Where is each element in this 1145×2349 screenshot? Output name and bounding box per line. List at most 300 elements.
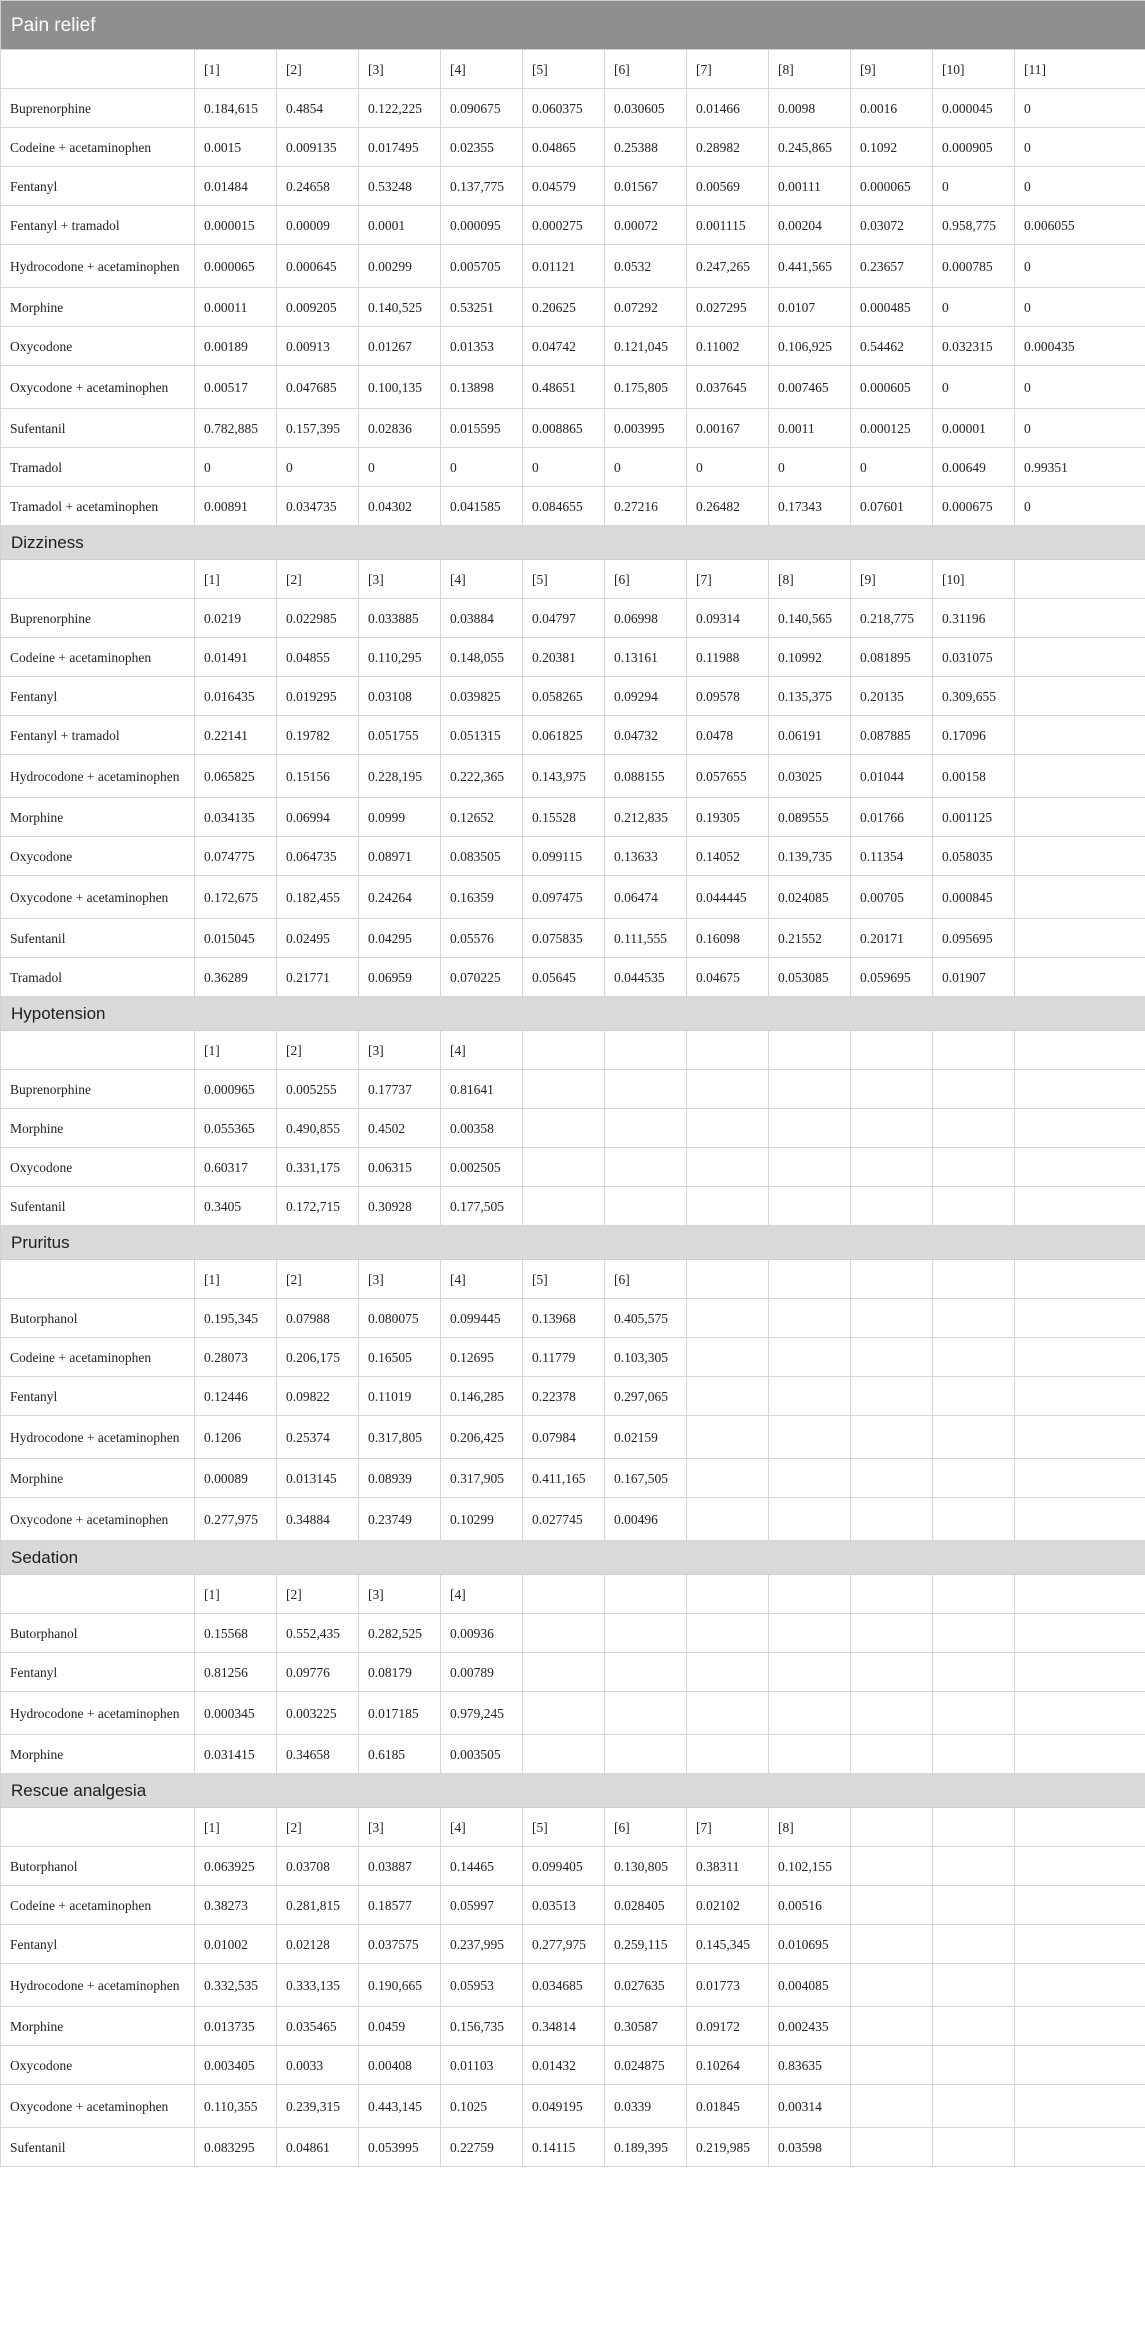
probability-cell: 0.003505 xyxy=(441,1735,523,1774)
probability-cell: 0 xyxy=(1015,409,1145,448)
probability-cell: 0.074775 xyxy=(195,837,277,876)
probability-cell: 0.04861 xyxy=(277,2128,359,2167)
probability-cell: 0.035465 xyxy=(277,2007,359,2046)
probability-cell: 0.1025 xyxy=(441,2085,523,2128)
probability-cell: 0.083295 xyxy=(195,2128,277,2167)
probability-cell: 0.281,815 xyxy=(277,1886,359,1925)
probability-cell: 0.01773 xyxy=(687,1964,769,2007)
probability-cell: 0.000645 xyxy=(277,245,359,288)
probability-cell: 0.15156 xyxy=(277,755,359,798)
probability-cell: 0 xyxy=(605,448,687,487)
probability-cell xyxy=(851,2007,933,2046)
rank-column-header xyxy=(523,1031,605,1070)
rank-column-header xyxy=(1015,1575,1145,1614)
probability-cell: 0.23749 xyxy=(359,1498,441,1541)
probability-cell: 0.007465 xyxy=(769,366,851,409)
treatment-name-cell: Morphine xyxy=(1,2007,195,2046)
probability-cell: 0.259,115 xyxy=(605,1925,687,1964)
probability-cell: 0.36289 xyxy=(195,958,277,997)
table-row xyxy=(1,638,1145,677)
probability-cell: 0.145,345 xyxy=(687,1925,769,1964)
rank-column-header: [3] xyxy=(359,50,441,89)
probability-cell: 0.009205 xyxy=(277,288,359,327)
section-title: Dizziness xyxy=(1,526,1145,560)
probability-cell: 0.277,975 xyxy=(523,1925,605,1964)
probability-cell xyxy=(851,1416,933,1459)
probability-cell: 0.53248 xyxy=(359,167,441,206)
section-header-row xyxy=(1,1,1145,50)
probability-cell: 0.000905 xyxy=(933,128,1015,167)
probability-cell: 0.03708 xyxy=(277,1847,359,1886)
probability-cell: 0.01002 xyxy=(195,1925,277,1964)
probability-cell: 0.16098 xyxy=(687,919,769,958)
probability-cell xyxy=(1015,1338,1145,1377)
treatment-name-cell: Fentanyl xyxy=(1,677,195,716)
probability-cell: 0.060375 xyxy=(523,89,605,128)
probability-cell: 0.17343 xyxy=(769,487,851,526)
probability-cell: 0.03513 xyxy=(523,1886,605,1925)
treatment-name-cell: Hydrocodone + acetaminophen xyxy=(1,1692,195,1735)
rank-column-header: [7] xyxy=(687,560,769,599)
rank-column-header: [11] xyxy=(1015,50,1145,89)
probability-cell xyxy=(851,1653,933,1692)
treatment-name-cell: Fentanyl xyxy=(1,1925,195,1964)
probability-cell xyxy=(851,1109,933,1148)
probability-cell: 0.034685 xyxy=(523,1964,605,2007)
probability-cell xyxy=(523,1653,605,1692)
probability-cell: 0 xyxy=(277,448,359,487)
probability-cell xyxy=(1015,2046,1145,2085)
section-title: Hypotension xyxy=(1,997,1145,1031)
probability-cell xyxy=(933,1148,1015,1187)
rank-header-row xyxy=(1,1031,1145,1070)
probability-cell xyxy=(523,1148,605,1187)
probability-cell: 0.206,175 xyxy=(277,1338,359,1377)
treatment-name-cell: Sufentanil xyxy=(1,1187,195,1226)
probability-cell: 0.14115 xyxy=(523,2128,605,2167)
treatment-name-cell: Oxycodone xyxy=(1,1148,195,1187)
probability-cell: 0.000065 xyxy=(195,245,277,288)
probability-cell: 0.25388 xyxy=(605,128,687,167)
treatment-name-cell: Oxycodone xyxy=(1,837,195,876)
probability-cell: 0.081895 xyxy=(851,638,933,677)
probability-cell: 0.22141 xyxy=(195,716,277,755)
probability-cell xyxy=(851,1692,933,1735)
probability-cell: 0.11002 xyxy=(687,327,769,366)
probability-cell: 0.00001 xyxy=(933,409,1015,448)
probability-cell: 0.03884 xyxy=(441,599,523,638)
rank-column-header xyxy=(1015,1808,1145,1847)
probability-cell xyxy=(769,1459,851,1498)
probability-cell: 0.09776 xyxy=(277,1653,359,1692)
probability-cell: 0.206,425 xyxy=(441,1416,523,1459)
probability-cell: 0.00009 xyxy=(277,206,359,245)
rank-column-header: [6] xyxy=(605,50,687,89)
probability-cell: 0.16359 xyxy=(441,876,523,919)
probability-cell xyxy=(851,1187,933,1226)
probability-cell: 0.04865 xyxy=(523,128,605,167)
treatment-name-cell: Buprenorphine xyxy=(1,89,195,128)
probability-cell: 0.0001 xyxy=(359,206,441,245)
probability-cell: 0.10264 xyxy=(687,2046,769,2085)
treatment-name-cell: Morphine xyxy=(1,1735,195,1774)
probability-cell: 0.009135 xyxy=(277,128,359,167)
probability-cell xyxy=(523,1187,605,1226)
probability-cell: 0.0016 xyxy=(851,89,933,128)
rank-column-header: [1] xyxy=(195,1808,277,1847)
probability-cell: 0.000125 xyxy=(851,409,933,448)
section-header-row xyxy=(1,997,1145,1031)
treatment-name-cell: Buprenorphine xyxy=(1,1070,195,1109)
probability-cell xyxy=(523,1735,605,1774)
probability-cell: 0.0015 xyxy=(195,128,277,167)
probability-cell: 0.04295 xyxy=(359,919,441,958)
probability-cell: 0.000485 xyxy=(851,288,933,327)
probability-cell: 0.064735 xyxy=(277,837,359,876)
treatment-name-cell: Codeine + acetaminophen xyxy=(1,638,195,677)
probability-cell: 0.017185 xyxy=(359,1692,441,1735)
probability-cell: 0.11779 xyxy=(523,1338,605,1377)
probability-cell xyxy=(933,1925,1015,1964)
probability-cell: 0.01845 xyxy=(687,2085,769,2128)
rank-column-header: [5] xyxy=(523,1260,605,1299)
probability-cell: 0.00072 xyxy=(605,206,687,245)
probability-cell xyxy=(523,1614,605,1653)
rank-column-header: [5] xyxy=(523,50,605,89)
table-row xyxy=(1,1459,1145,1498)
section-header-row xyxy=(1,1774,1145,1808)
probability-cell xyxy=(769,1653,851,1692)
probability-cell xyxy=(933,1187,1015,1226)
probability-cell: 0.23657 xyxy=(851,245,933,288)
probability-cell xyxy=(687,1338,769,1377)
table-row xyxy=(1,1187,1145,1226)
probability-cell xyxy=(1015,798,1145,837)
probability-cell: 0.100,135 xyxy=(359,366,441,409)
table-row xyxy=(1,1070,1145,1109)
table-row xyxy=(1,448,1145,487)
probability-cell xyxy=(605,1692,687,1735)
probability-cell: 0.189,395 xyxy=(605,2128,687,2167)
probability-cell: 0.0011 xyxy=(769,409,851,448)
probability-cell: 0.102,155 xyxy=(769,1847,851,1886)
probability-cell: 0.48651 xyxy=(523,366,605,409)
treatment-name-cell: Tramadol + acetaminophen xyxy=(1,487,195,526)
probability-cell: 0.07988 xyxy=(277,1299,359,1338)
probability-cell xyxy=(1015,876,1145,919)
probability-cell xyxy=(769,1735,851,1774)
table-row xyxy=(1,128,1145,167)
probability-cell: 0.04579 xyxy=(523,167,605,206)
probability-cell: 0 xyxy=(687,448,769,487)
probability-cell: 0.031415 xyxy=(195,1735,277,1774)
probability-cell: 0.003225 xyxy=(277,1692,359,1735)
probability-cell: 0.139,735 xyxy=(769,837,851,876)
probability-cell: 0.01267 xyxy=(359,327,441,366)
probability-cell: 0.172,715 xyxy=(277,1187,359,1226)
table-row xyxy=(1,2128,1145,2167)
probability-cell: 0.0033 xyxy=(277,2046,359,2085)
probability-cell: 0.00299 xyxy=(359,245,441,288)
probability-cell xyxy=(1015,958,1145,997)
probability-cell: 0.022985 xyxy=(277,599,359,638)
probability-cell: 0.09822 xyxy=(277,1377,359,1416)
probability-cell: 0.34658 xyxy=(277,1735,359,1774)
probability-cell: 0.01044 xyxy=(851,755,933,798)
probability-cell: 0.02128 xyxy=(277,1925,359,1964)
treatment-column-header xyxy=(1,50,195,89)
probability-cell xyxy=(1015,1653,1145,1692)
probability-cell: 0.015595 xyxy=(441,409,523,448)
probability-cell xyxy=(769,1692,851,1735)
rank-column-header: [10] xyxy=(933,50,1015,89)
probability-cell: 0.6185 xyxy=(359,1735,441,1774)
rank-column-header: [3] xyxy=(359,1575,441,1614)
rank-header-row xyxy=(1,560,1145,599)
probability-cell: 0.21552 xyxy=(769,919,851,958)
probability-cell: 0.190,665 xyxy=(359,1964,441,2007)
probability-cell xyxy=(1015,1070,1145,1109)
probability-cell: 0.002505 xyxy=(441,1148,523,1187)
probability-cell: 0.26482 xyxy=(687,487,769,526)
probability-cell: 0.04797 xyxy=(523,599,605,638)
probability-cell: 0 xyxy=(1015,89,1145,128)
probability-cell: 0.00408 xyxy=(359,2046,441,2085)
rank-column-header: [3] xyxy=(359,560,441,599)
probability-cell: 0.051755 xyxy=(359,716,441,755)
probability-cell: 0.03887 xyxy=(359,1847,441,1886)
probability-cell: 0.08971 xyxy=(359,837,441,876)
probability-cell xyxy=(605,1070,687,1109)
probability-cell: 0.06959 xyxy=(359,958,441,997)
probability-cell: 0.027295 xyxy=(687,288,769,327)
rank-column-header xyxy=(523,1575,605,1614)
probability-cell: 0.121,045 xyxy=(605,327,687,366)
rank-column-header: [1] xyxy=(195,560,277,599)
probability-cell: 0.34814 xyxy=(523,2007,605,2046)
rank-column-header: [2] xyxy=(277,1575,359,1614)
section-title: Pain relief xyxy=(1,1,1145,50)
probability-cell: 0.00496 xyxy=(605,1498,687,1541)
probability-cell: 0.033885 xyxy=(359,599,441,638)
rank-column-header xyxy=(1015,560,1145,599)
probability-cell: 0.38273 xyxy=(195,1886,277,1925)
probability-cell: 0.000015 xyxy=(195,206,277,245)
table-row xyxy=(1,1925,1145,1964)
probability-cell: 0.00089 xyxy=(195,1459,277,1498)
probability-cell: 0.000345 xyxy=(195,1692,277,1735)
probability-cell: 0.218,775 xyxy=(851,599,933,638)
treatment-name-cell: Oxycodone + acetaminophen xyxy=(1,876,195,919)
table-row xyxy=(1,327,1145,366)
probability-cell xyxy=(1015,1148,1145,1187)
probability-cell: 0.027745 xyxy=(523,1498,605,1541)
rank-column-header xyxy=(933,1575,1015,1614)
rank-column-header: [9] xyxy=(851,50,933,89)
rank-column-header: [3] xyxy=(359,1260,441,1299)
probability-cell: 0.00516 xyxy=(769,1886,851,1925)
probability-cell xyxy=(933,1299,1015,1338)
probability-cell: 0.089555 xyxy=(769,798,851,837)
probability-cell: 0.01907 xyxy=(933,958,1015,997)
probability-cell: 0.11354 xyxy=(851,837,933,876)
treatment-name-cell: Butorphanol xyxy=(1,1614,195,1653)
probability-cell xyxy=(851,1925,933,1964)
probability-cell: 0.443,145 xyxy=(359,2085,441,2128)
probability-cell: 0.60317 xyxy=(195,1148,277,1187)
probability-cell: 0.11988 xyxy=(687,638,769,677)
probability-cell xyxy=(769,1614,851,1653)
treatment-name-cell: Hydrocodone + acetaminophen xyxy=(1,755,195,798)
probability-cell: 0 xyxy=(1015,366,1145,409)
probability-cell: 0.00358 xyxy=(441,1109,523,1148)
probability-cell: 0.0107 xyxy=(769,288,851,327)
probability-cell: 0.034135 xyxy=(195,798,277,837)
probability-cell: 0.02355 xyxy=(441,128,523,167)
probability-cell: 0.182,455 xyxy=(277,876,359,919)
probability-cell: 0.04732 xyxy=(605,716,687,755)
probability-cell xyxy=(933,1109,1015,1148)
treatment-name-cell: Butorphanol xyxy=(1,1847,195,1886)
probability-cell: 0.027635 xyxy=(605,1964,687,2007)
probability-cell: 0.002435 xyxy=(769,2007,851,2046)
treatment-name-cell: Oxycodone xyxy=(1,327,195,366)
treatment-name-cell: Fentanyl + tramadol xyxy=(1,206,195,245)
probability-cell: 0.172,675 xyxy=(195,876,277,919)
probability-cell: 0.28982 xyxy=(687,128,769,167)
table-row xyxy=(1,1338,1145,1377)
treatment-name-cell: Hydrocodone + acetaminophen xyxy=(1,1416,195,1459)
probability-cell: 0.0478 xyxy=(687,716,769,755)
probability-cell xyxy=(605,1187,687,1226)
section-header-row xyxy=(1,1541,1145,1575)
probability-cell xyxy=(1015,1498,1145,1541)
probability-cell: 0.22378 xyxy=(523,1377,605,1416)
probability-cell: 0.1206 xyxy=(195,1416,277,1459)
probability-cell: 0.088155 xyxy=(605,755,687,798)
probability-cell: 0.06191 xyxy=(769,716,851,755)
probability-cell: 0.00314 xyxy=(769,2085,851,2128)
probability-cell xyxy=(1015,1377,1145,1416)
probability-cell: 0.000095 xyxy=(441,206,523,245)
section-title: Pruritus xyxy=(1,1226,1145,1260)
probability-cell: 0.04855 xyxy=(277,638,359,677)
probability-cell: 0.137,775 xyxy=(441,167,523,206)
treatment-name-cell: Fentanyl + tramadol xyxy=(1,716,195,755)
probability-cell: 0.54462 xyxy=(851,327,933,366)
probability-cell xyxy=(851,1847,933,1886)
probability-cell xyxy=(687,1416,769,1459)
probability-cell xyxy=(523,1692,605,1735)
table-row xyxy=(1,2085,1145,2128)
probability-cell: 0.047685 xyxy=(277,366,359,409)
probability-cell xyxy=(851,1886,933,1925)
probability-cell: 0.20381 xyxy=(523,638,605,677)
treatment-name-cell: Sufentanil xyxy=(1,919,195,958)
section-title: Rescue analgesia xyxy=(1,1774,1145,1808)
treatment-name-cell: Codeine + acetaminophen xyxy=(1,1338,195,1377)
probability-cell: 0.282,525 xyxy=(359,1614,441,1653)
table-row xyxy=(1,1299,1145,1338)
probability-cell: 0.04302 xyxy=(359,487,441,526)
probability-cell xyxy=(1015,1299,1145,1338)
probability-cell xyxy=(769,1187,851,1226)
probability-cell: 0.135,375 xyxy=(769,677,851,716)
probability-cell xyxy=(687,1148,769,1187)
probability-cell: 0.01484 xyxy=(195,167,277,206)
probability-cell xyxy=(605,1735,687,1774)
probability-cell: 0 xyxy=(1015,288,1145,327)
probability-cell xyxy=(851,1498,933,1541)
treatment-name-cell: Fentanyl xyxy=(1,167,195,206)
probability-cell: 0.051315 xyxy=(441,716,523,755)
probability-cell xyxy=(687,1653,769,1692)
rank-column-header: [4] xyxy=(441,1808,523,1847)
rank-column-header xyxy=(933,1808,1015,1847)
table-row xyxy=(1,837,1145,876)
probability-cell: 0.030605 xyxy=(605,89,687,128)
probability-cell: 0.22759 xyxy=(441,2128,523,2167)
rank-column-header xyxy=(769,1260,851,1299)
treatment-column-header xyxy=(1,1575,195,1614)
probability-cell: 0.031075 xyxy=(933,638,1015,677)
probability-cell xyxy=(1015,1735,1145,1774)
probability-cell: 0.0532 xyxy=(605,245,687,288)
probability-cell: 0.065825 xyxy=(195,755,277,798)
probability-cell: 0.087885 xyxy=(851,716,933,755)
treatment-name-cell: Oxycodone + acetaminophen xyxy=(1,1498,195,1541)
probability-cell: 0.20135 xyxy=(851,677,933,716)
probability-cell: 0.332,535 xyxy=(195,1964,277,2007)
probability-cell: 0.095695 xyxy=(933,919,1015,958)
probability-cell: 0.11019 xyxy=(359,1377,441,1416)
probability-cell xyxy=(769,1377,851,1416)
probability-cell: 0.00167 xyxy=(687,409,769,448)
probability-cell: 0.00189 xyxy=(195,327,277,366)
probability-cell: 0.140,525 xyxy=(359,288,441,327)
probability-cell: 0.099445 xyxy=(441,1299,523,1338)
treatment-name-cell: Morphine xyxy=(1,1109,195,1148)
probability-cell xyxy=(1015,1614,1145,1653)
probability-cell: 0.13633 xyxy=(605,837,687,876)
probability-cell xyxy=(1015,2128,1145,2167)
treatment-name-cell: Morphine xyxy=(1,798,195,837)
probability-cell: 0.24264 xyxy=(359,876,441,919)
probability-cell: 0.099405 xyxy=(523,1847,605,1886)
probability-cell: 0.552,435 xyxy=(277,1614,359,1653)
probability-cell: 0.061825 xyxy=(523,716,605,755)
probability-cell xyxy=(687,1299,769,1338)
rank-column-header: [6] xyxy=(605,560,687,599)
probability-cell: 0.4854 xyxy=(277,89,359,128)
probability-cell: 0.063925 xyxy=(195,1847,277,1886)
probability-cell xyxy=(769,1109,851,1148)
rank-column-header xyxy=(605,1575,687,1614)
probability-cell xyxy=(933,2007,1015,2046)
probability-cell: 0.08179 xyxy=(359,1653,441,1692)
probability-cell xyxy=(933,1416,1015,1459)
probability-cell: 0.00789 xyxy=(441,1653,523,1692)
probability-cell: 0.405,575 xyxy=(605,1299,687,1338)
table-row xyxy=(1,487,1145,526)
probability-cell: 0.110,295 xyxy=(359,638,441,677)
probability-cell: 0.156,735 xyxy=(441,2007,523,2046)
table-row xyxy=(1,366,1145,409)
probability-cell xyxy=(1015,1964,1145,2007)
probability-cell: 0.017495 xyxy=(359,128,441,167)
probability-cell: 0.075835 xyxy=(523,919,605,958)
probability-cell: 0.122,225 xyxy=(359,89,441,128)
